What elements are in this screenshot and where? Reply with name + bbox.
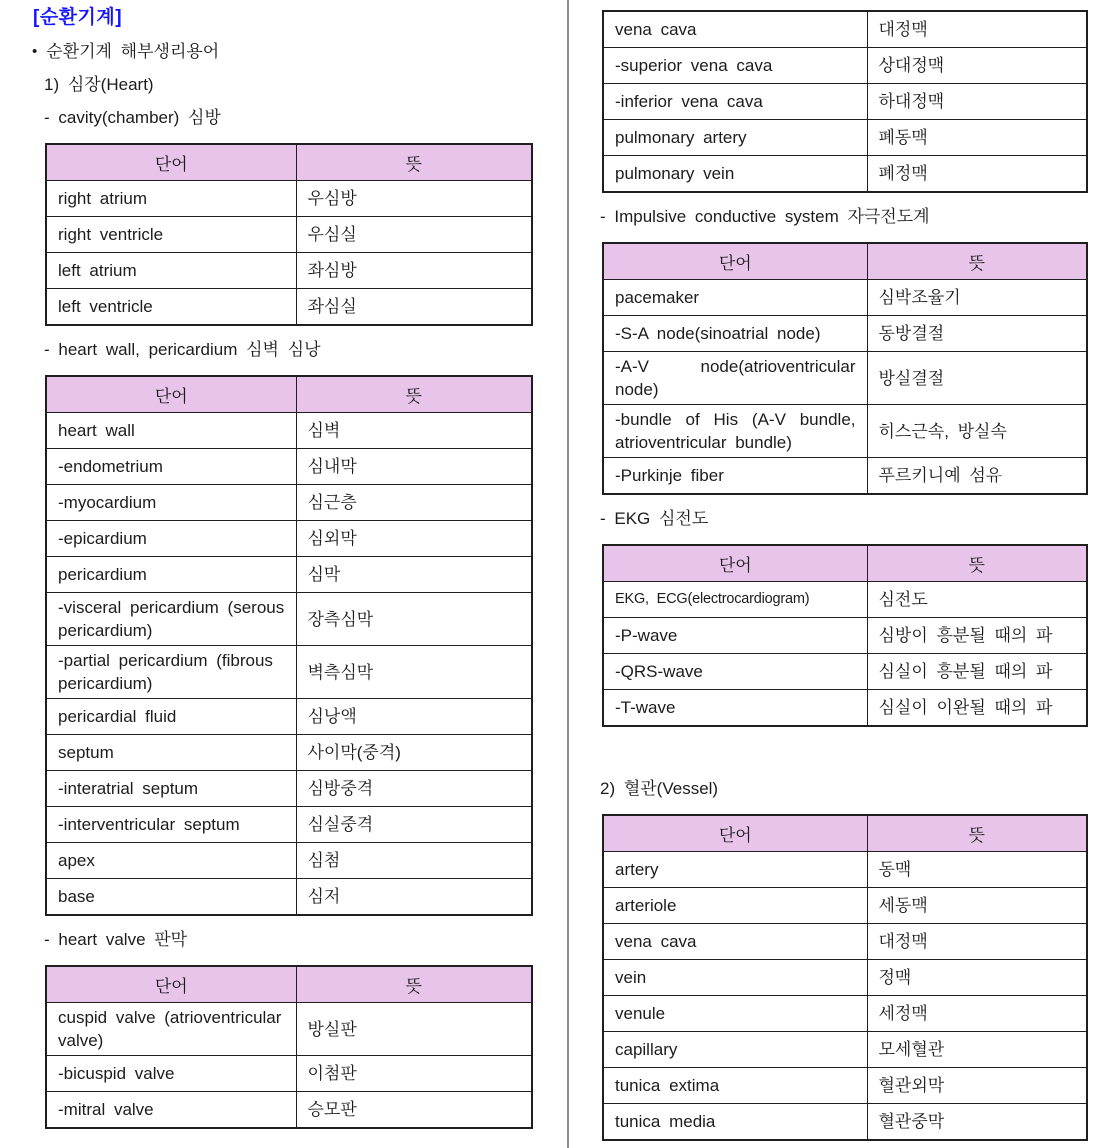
table-row <box>603 1032 1087 1068</box>
bullet-heading <box>32 42 566 61</box>
table-row <box>46 1056 532 1092</box>
bullet-icon: • <box>32 43 38 60</box>
table-row <box>46 699 532 735</box>
meaning-cell: 좌심실 <box>296 289 532 326</box>
table-row <box>603 352 1087 405</box>
meaning-cell: 심방이 흥분될 때의 파 <box>867 618 1087 654</box>
term-cell: -Purkinje fiber <box>603 458 867 495</box>
table-row <box>46 843 532 879</box>
column-header-word: 단어 <box>603 815 867 852</box>
meaning-cell: 심외막 <box>296 521 532 557</box>
column-header-meaning: 뜻 <box>867 815 1087 852</box>
table-row <box>46 521 532 557</box>
meaning-cell: 동맥 <box>867 852 1087 888</box>
chamber-table <box>45 143 533 326</box>
table-row <box>46 646 532 699</box>
column-header-meaning: 뜻 <box>296 376 532 413</box>
meaning-cell: 심실이 이완될 때의 파 <box>867 690 1087 727</box>
meaning-cell: 상대정맥 <box>867 48 1087 84</box>
table-header-row <box>603 545 1087 582</box>
table-row <box>603 852 1087 888</box>
table-row <box>603 618 1087 654</box>
dash-heading-conduction: - Impulsive conductive system 자극전도계 <box>600 207 930 226</box>
right-column <box>570 0 1106 1148</box>
table-row <box>603 582 1087 618</box>
term-cell: left ventricle <box>46 289 296 326</box>
meaning-cell: 우심방 <box>296 181 532 217</box>
table-row <box>603 458 1087 495</box>
term-cell: vena cava <box>603 924 867 960</box>
term-cell: vena cava <box>603 11 867 48</box>
meaning-cell: 장측심막 <box>296 593 532 646</box>
term-cell: pulmonary artery <box>603 120 867 156</box>
term-cell: pulmonary vein <box>603 156 867 193</box>
conduction-table <box>602 242 1088 495</box>
meaning-cell: 사이막(중격) <box>296 735 532 771</box>
table-row <box>603 84 1087 120</box>
meaning-cell: 푸르키니예 섬유 <box>867 458 1087 495</box>
meaning-cell: 벽측심막 <box>296 646 532 699</box>
term-cell: -T-wave <box>603 690 867 727</box>
term-cell: -epicardium <box>46 521 296 557</box>
term-cell: vein <box>603 960 867 996</box>
meaning-cell: 심전도 <box>867 582 1087 618</box>
table-row <box>603 960 1087 996</box>
table-row <box>603 654 1087 690</box>
term-cell: base <box>46 879 296 916</box>
term-cell: artery <box>603 852 867 888</box>
meaning-cell: 하대정맥 <box>867 84 1087 120</box>
table-row <box>46 557 532 593</box>
term-cell: right atrium <box>46 181 296 217</box>
dash-heading-cavity: - cavity(chamber) 심방 <box>44 108 221 127</box>
ekg-table <box>602 544 1088 727</box>
table-row <box>46 413 532 449</box>
column-header-meaning: 뜻 <box>296 966 532 1003</box>
table-row <box>46 253 532 289</box>
meaning-cell: 심실중격 <box>296 807 532 843</box>
meaning-cell: 모세혈관 <box>867 1032 1087 1068</box>
vessel-table <box>602 814 1088 1141</box>
term-cell: cuspid valve (atrioventricular valve) <box>46 1003 296 1056</box>
term-cell: capillary <box>603 1032 867 1068</box>
term-cell: -bicuspid valve <box>46 1056 296 1092</box>
table-row <box>46 879 532 916</box>
term-cell: arteriole <box>603 888 867 924</box>
meaning-cell: 심벽 <box>296 413 532 449</box>
term-cell: tunica media <box>603 1104 867 1141</box>
table-header-row <box>46 966 532 1003</box>
table-row <box>603 996 1087 1032</box>
term-cell: -partial pericardium (fibrous pericardium) <box>46 646 296 699</box>
meaning-cell: 심실이 흥분될 때의 파 <box>867 654 1087 690</box>
column-header-word: 단어 <box>46 144 296 181</box>
table-header-row <box>603 815 1087 852</box>
meaning-cell: 심내막 <box>296 449 532 485</box>
meaning-cell: 좌심방 <box>296 253 532 289</box>
term-cell: pericardial fluid <box>46 699 296 735</box>
meaning-cell: 혈관외막 <box>867 1068 1087 1104</box>
term-cell: -inferior vena cava <box>603 84 867 120</box>
heart-wall-table <box>45 375 533 916</box>
meaning-cell: 심근층 <box>296 485 532 521</box>
column-header-word: 단어 <box>603 243 867 280</box>
table-row <box>46 289 532 326</box>
meaning-cell: 히스근속, 방실속 <box>867 405 1087 458</box>
table-header-row <box>603 243 1087 280</box>
dash-heading-ekg: - EKG 심전도 <box>600 509 709 528</box>
table-row <box>603 888 1087 924</box>
great-vessel-table <box>602 10 1088 193</box>
term-cell: -visceral pericardium (serous pericardium) <box>46 593 296 646</box>
heart-valve-table <box>45 965 533 1129</box>
bullet-text: 순환기계 해부생리용어 <box>46 42 220 61</box>
table-row <box>46 593 532 646</box>
meaning-cell: 폐정맥 <box>867 156 1087 193</box>
table-row <box>603 1068 1087 1104</box>
table-row <box>46 449 532 485</box>
table-row <box>603 280 1087 316</box>
term-cell: left atrium <box>46 253 296 289</box>
meaning-cell: 심방중격 <box>296 771 532 807</box>
term-cell: -S-A node(sinoatrial node) <box>603 316 867 352</box>
term-cell: septum <box>46 735 296 771</box>
table-row <box>46 217 532 253</box>
numbered-heading-vessel: 2) 혈관(Vessel) <box>600 779 719 798</box>
meaning-cell: 세동맥 <box>867 888 1087 924</box>
column-separator-line <box>567 0 569 1148</box>
meaning-cell: 심낭액 <box>296 699 532 735</box>
term-cell: -interventricular septum <box>46 807 296 843</box>
term-cell: tunica extima <box>603 1068 867 1104</box>
meaning-cell: 대정맥 <box>867 11 1087 48</box>
meaning-cell: 승모판 <box>296 1092 532 1129</box>
table-row <box>603 156 1087 193</box>
table-row <box>46 1092 532 1129</box>
table-row <box>46 485 532 521</box>
meaning-cell: 방실판 <box>296 1003 532 1056</box>
term-cell: -mitral valve <box>46 1092 296 1129</box>
term-cell: apex <box>46 843 296 879</box>
table-header-row <box>46 376 532 413</box>
meaning-cell: 정맥 <box>867 960 1087 996</box>
term-cell: -QRS-wave <box>603 654 867 690</box>
table-row <box>603 316 1087 352</box>
column-header-word: 단어 <box>603 545 867 582</box>
term-cell: -A-V node(atrioventricular node) <box>603 352 867 405</box>
column-header-word: 단어 <box>46 966 296 1003</box>
term-cell: pacemaker <box>603 280 867 316</box>
meaning-cell: 심저 <box>296 879 532 916</box>
term-cell: -P-wave <box>603 618 867 654</box>
table-row <box>603 1104 1087 1141</box>
meaning-cell: 심막 <box>296 557 532 593</box>
column-header-meaning: 뜻 <box>867 545 1087 582</box>
table-row <box>603 405 1087 458</box>
term-cell: EKG, ECG(electrocardiogram) <box>603 582 867 618</box>
table-row <box>46 807 532 843</box>
table-row <box>46 181 532 217</box>
term-cell: -endometrium <box>46 449 296 485</box>
table-row <box>603 11 1087 48</box>
section-title: [순환기계] <box>33 7 123 28</box>
meaning-cell: 심첨 <box>296 843 532 879</box>
meaning-cell: 심박조율기 <box>867 280 1087 316</box>
table-row <box>46 1003 532 1056</box>
column-header-meaning: 뜻 <box>867 243 1087 280</box>
term-cell: -interatrial septum <box>46 771 296 807</box>
dash-heading-heart-valve: - heart valve 판막 <box>44 930 188 949</box>
column-header-word: 단어 <box>46 376 296 413</box>
column-header-meaning: 뜻 <box>296 144 532 181</box>
term-cell: heart wall <box>46 413 296 449</box>
term-cell: right ventricle <box>46 217 296 253</box>
table-row <box>603 120 1087 156</box>
meaning-cell: 폐동맥 <box>867 120 1087 156</box>
term-cell: -superior vena cava <box>603 48 867 84</box>
meaning-cell: 세정맥 <box>867 996 1087 1032</box>
term-cell: -myocardium <box>46 485 296 521</box>
numbered-heading-heart: 1) 심장(Heart) <box>44 75 154 94</box>
meaning-cell: 이첨판 <box>296 1056 532 1092</box>
table-row <box>603 48 1087 84</box>
meaning-cell: 혈관중막 <box>867 1104 1087 1141</box>
dash-heading-heart-wall: - heart wall, pericardium 심벽 심낭 <box>44 340 321 359</box>
table-header-row <box>46 144 532 181</box>
meaning-cell: 동방결절 <box>867 316 1087 352</box>
table-row <box>46 735 532 771</box>
table-row <box>603 690 1087 727</box>
term-cell: pericardium <box>46 557 296 593</box>
meaning-cell: 방실결절 <box>867 352 1087 405</box>
table-row <box>603 924 1087 960</box>
term-cell: venule <box>603 996 867 1032</box>
meaning-cell: 우심실 <box>296 217 532 253</box>
term-cell: -bundle of His (A-V bundle, atrioventricular bundle) <box>603 405 867 458</box>
table-row <box>46 771 532 807</box>
meaning-cell: 대정맥 <box>867 924 1087 960</box>
